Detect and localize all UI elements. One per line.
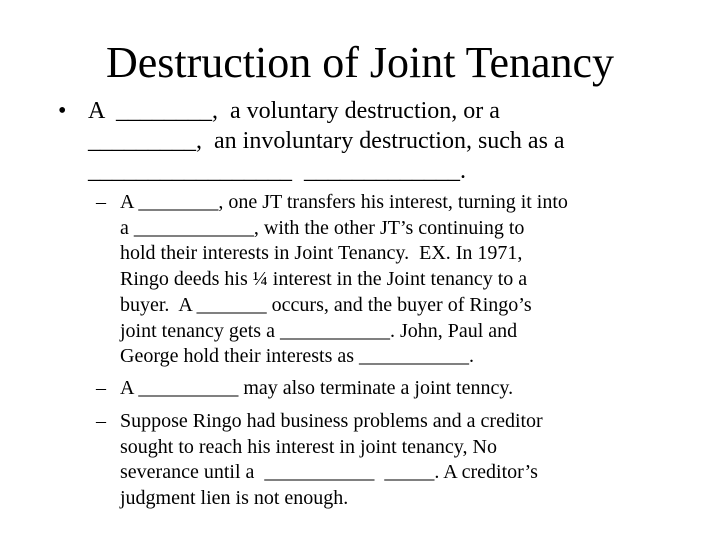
sub-bullet-line: a ____________, with the other JT’s continuing to: [120, 216, 525, 239]
slide-title: Destruction of Joint Tenancy: [105, 38, 615, 87]
sub-bullet-line: joint tenancy gets a ___________. John, Paul and: [120, 319, 518, 342]
sub-bullet-line: severance until a ___________ _____. A creditor’s: [120, 461, 538, 484]
sub-bullet-line: sought to reach his interest in joint tenancy, No: [120, 435, 497, 458]
dash-marker: –: [96, 191, 106, 213]
sub-bullet-line: Suppose Ringo had business problems and a creditor: [120, 410, 543, 432]
dash-marker: –: [96, 377, 106, 399]
sub-bullet-partition: [96, 376, 696, 402]
sub-bullet-severance: [96, 190, 696, 370]
main-bullet-line: _________, an involuntary destruction, such as a: [88, 128, 565, 154]
sub-bullet-line: hold their interests in Joint Tenancy. EX. In 1971,: [120, 242, 523, 265]
sub-bullet-creditor: [96, 409, 696, 512]
main-bullet: [58, 96, 678, 186]
sub-bullet-line: Ringo deeds his ¼ interest in the Joint tenancy to a: [120, 268, 528, 291]
sub-bullet-line: George hold their interests as ___________.: [120, 345, 475, 368]
sub-bullet-line: A __________ may also terminate a joint tenncy.: [120, 377, 514, 399]
dash-marker: –: [96, 410, 106, 432]
sub-bullet-line: judgment lien is not enough.: [120, 487, 349, 510]
bullet-marker: •: [58, 98, 67, 124]
main-bullet-line: A ________, a voluntary destruction, or a: [88, 98, 500, 124]
sub-bullet-line: A ________, one JT transfers his interest, turning it into: [120, 191, 568, 213]
main-bullet-line: _________________ _____________.: [88, 158, 466, 184]
sub-bullet-line: buyer. A _______ occurs, and the buyer of Ringo’s: [120, 293, 532, 316]
